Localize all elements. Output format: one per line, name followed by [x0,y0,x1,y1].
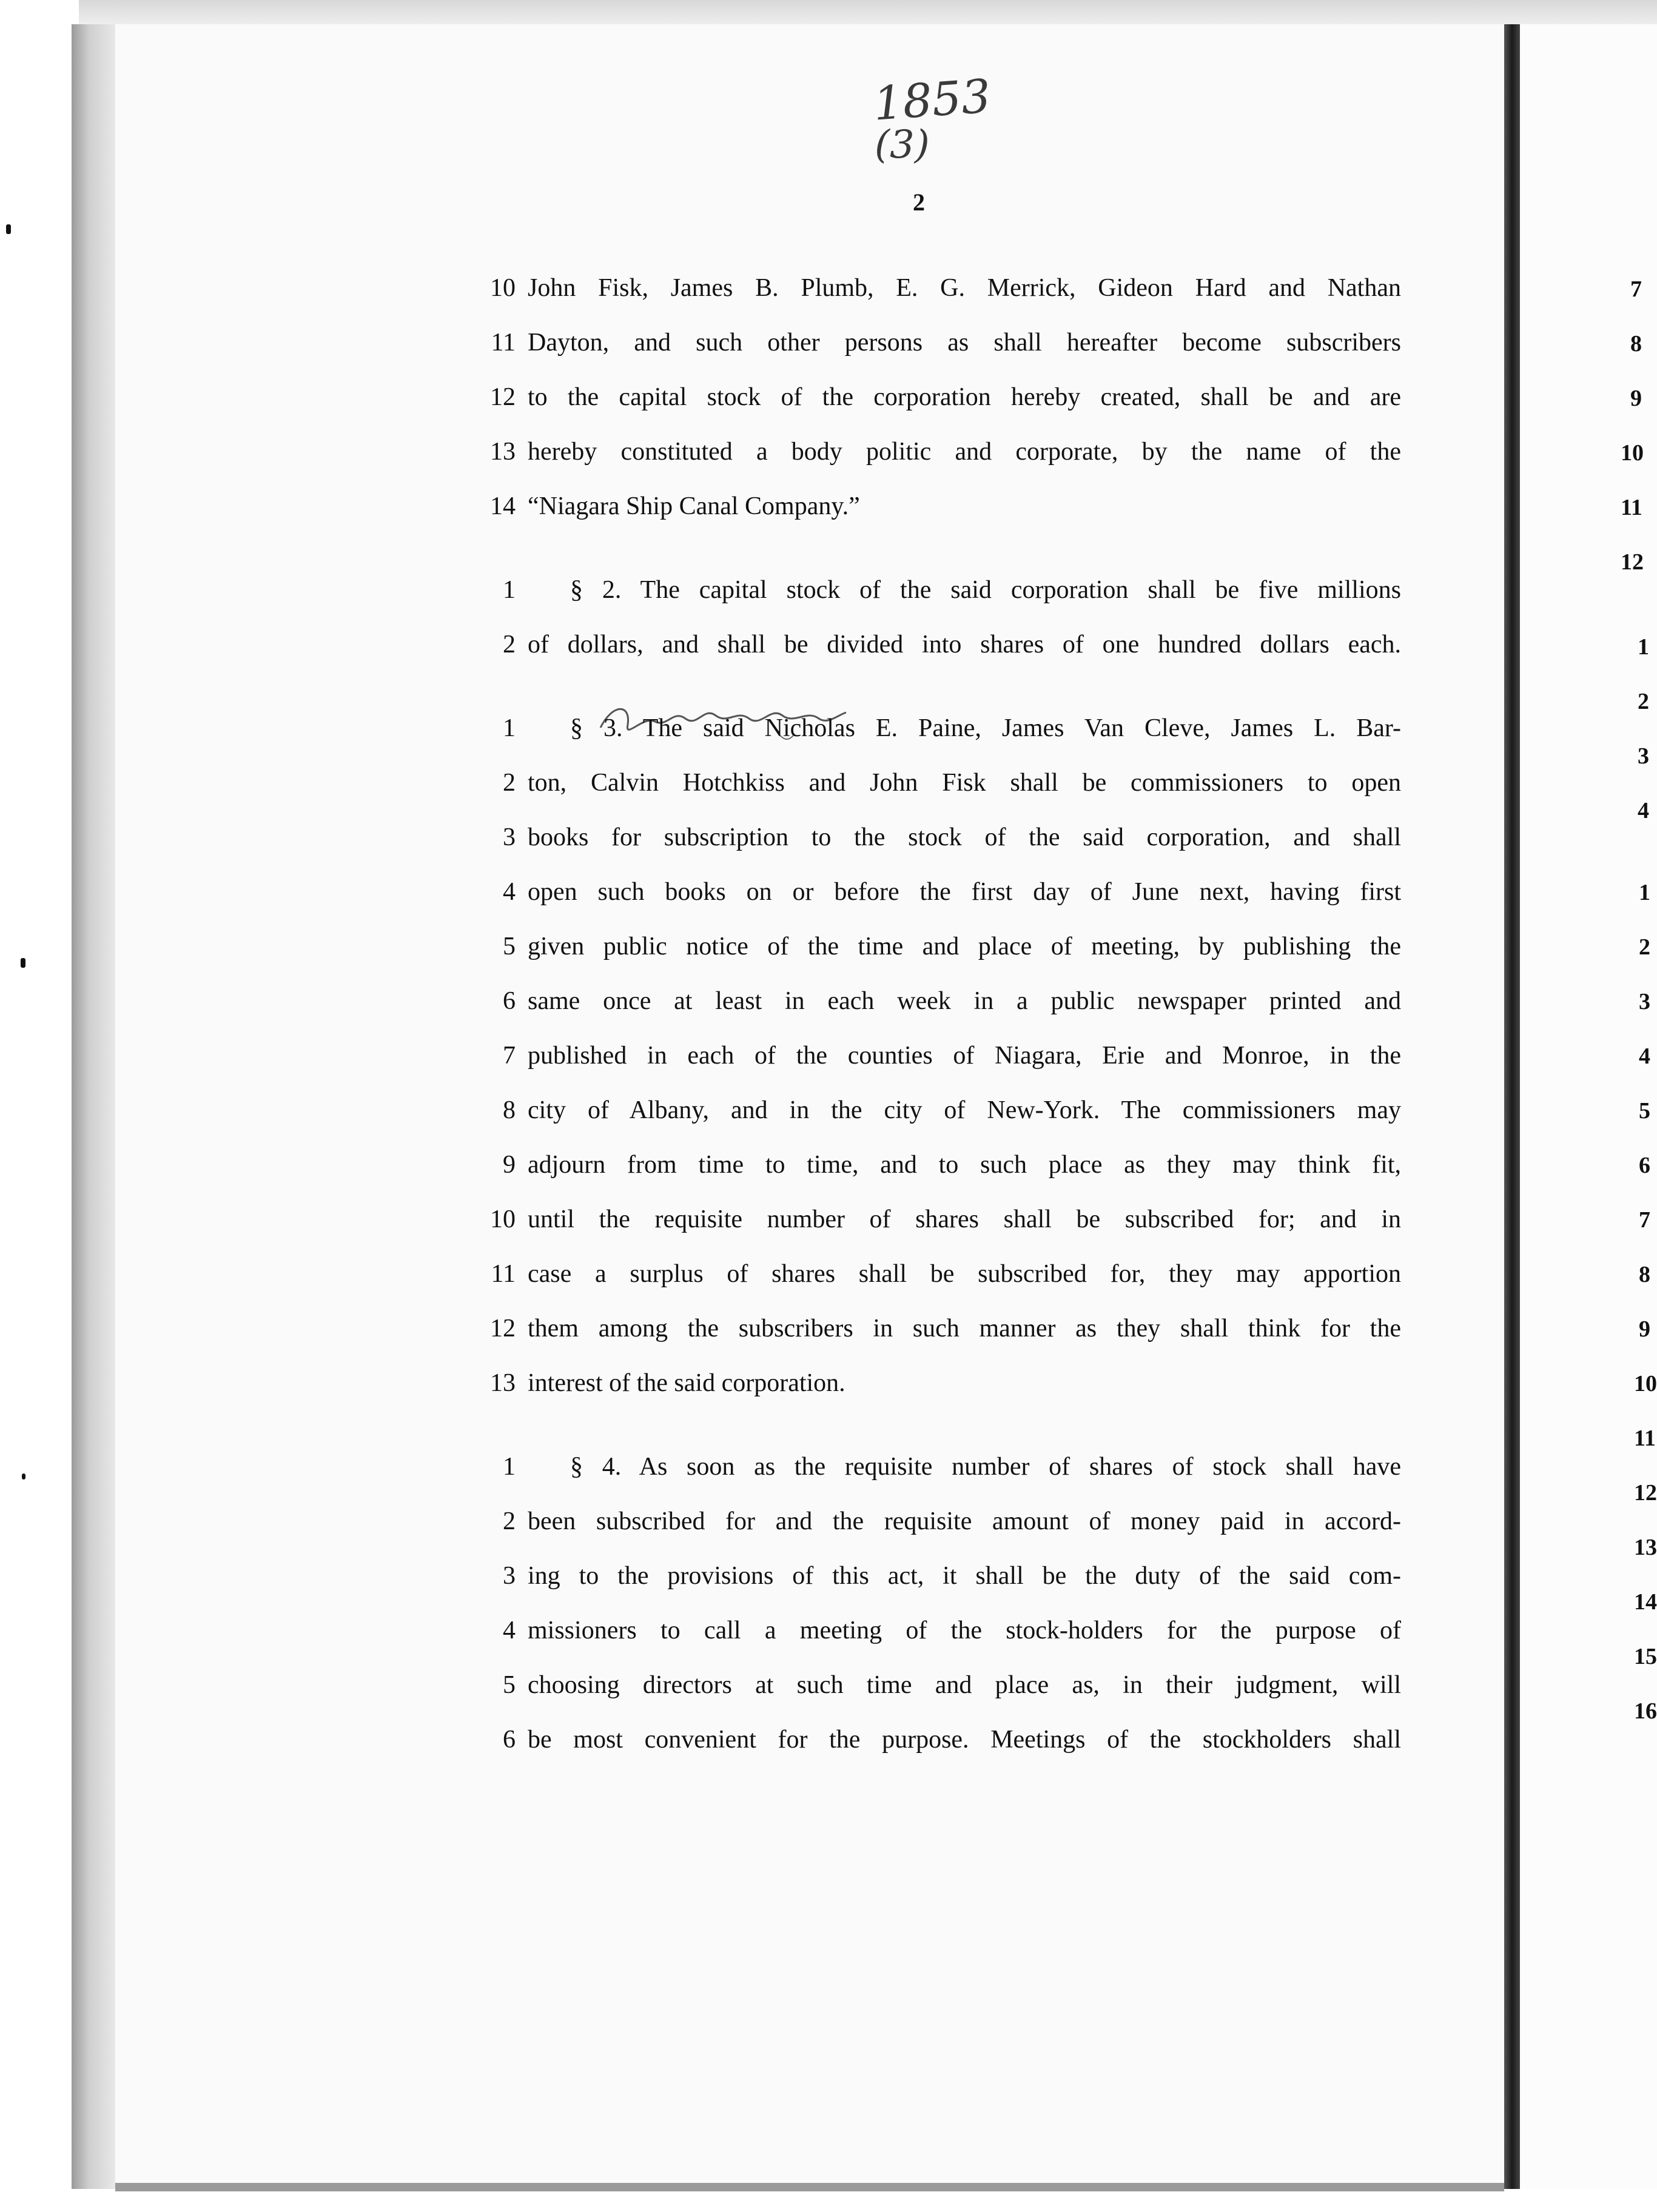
margin-line-number: 16 [1634,1698,1657,1724]
binding-gutter [1504,24,1520,2189]
margin-line-number: 1 [1638,634,1649,660]
text-line: 5 choosing directors at such time and place as, in their judgment, will [503,1671,1401,1699]
page-number: 2 [913,189,925,216]
margin-line-number: 8 [1630,331,1642,357]
text-line: 12 them among the subscribers in such manner as they shall think for the [490,1315,1401,1342]
margin-line-number: 9 [1630,386,1642,411]
handwritten-number: (3) [875,122,930,167]
margin-line-number: 12 [1621,549,1644,575]
text-line: 10 until the requisite number of shares shall be subscribed for; and in [490,1205,1401,1233]
margin-line-number: 7 [1630,276,1642,302]
margin-line-number: 7 [1639,1207,1650,1233]
page-left-shadow [72,24,115,2189]
margin-line-number: 12 [1634,1480,1657,1506]
text-line: 3 books for subscription to the stock of the said corporation, and shall [503,823,1401,851]
margin-line-number: 9 [1639,1316,1650,1342]
margin-line-number: 5 [1639,1098,1650,1124]
margin-line-number: 2 [1639,934,1650,960]
text-line: 2 ton, Calvin Hotchkiss and John Fisk shall be commissioners to open [503,769,1401,797]
text-line: 10 John Fisk, James B. Plumb, E. G. Merrick, Gideon Hard and Nathan [490,274,1401,302]
text-line: 6 same once at least in each week in a public newspaper printed and [503,987,1401,1015]
margin-line-number: 4 [1638,798,1649,823]
text-line: 11 case a surplus of shares shall be subscribed for, they may apportion [491,1260,1401,1288]
margin-line-number: 10 [1634,1371,1657,1396]
text-line: 1 § 2. The capital stock of the said corporation shall be five millions [503,576,1401,604]
text-line: 5 given public notice of the time and place of meeting, by publishing the [503,933,1401,960]
text-line: 1 § 4. As soon as the requisite number of shares of stock shall have [503,1453,1401,1481]
text-line: 4 open such books on or before the first day of June next, having first [503,878,1401,906]
scan-speck [22,1473,25,1480]
scan-speck [21,958,25,968]
margin-line-number: 1 [1639,880,1650,905]
page-bottom-edge [115,2183,1504,2191]
handwritten-year: 1853 [872,69,993,131]
text-line: 8 city of Albany, and in the city of New-York. The commissioners may [503,1096,1401,1124]
scan-left-margin [0,0,79,2212]
margin-line-number: 4 [1639,1044,1650,1069]
text-line: 3 ing to the provisions of this act, it shall be the duty of the said com- [503,1562,1401,1590]
text-line: 1 § 3. The said Nicholas E. Paine, James Van Cleve, James L. Bar- [503,714,1401,742]
text-line: 4 missioners to call a meeting of the stock-holders for the purpose of [503,1617,1401,1644]
text-line: 11 Dayton, and such other persons as shall hereafter become subscribers [491,329,1401,357]
text-line: 13 interest of the said corporation. [490,1369,845,1397]
text-line: 6 be most convenient for the purpose. Meetings of the stockholders shall [503,1726,1401,1754]
margin-line-number: 8 [1639,1262,1650,1287]
text-line: 13 hereby constituted a body politic and corporate, by the name of the [490,438,1401,466]
text-line: 2 of dollars, and shall be divided into shares of one hundred dollars each. [503,631,1401,659]
scan-speck [6,224,11,234]
text-line: 12 to the capital stock of the corporation hereby created, shall be and are [490,383,1401,411]
margin-line-number: 6 [1639,1153,1650,1178]
text-line: 14 “Niagara Ship Canal Company.” [490,492,860,520]
margin-line-number: 2 [1638,689,1649,714]
margin-line-number: 15 [1634,1644,1657,1669]
margin-line-number: 3 [1639,989,1650,1014]
margin-line-number: 11 [1634,1426,1656,1451]
text-line: 2 been subscribed for and the requisite amount of money paid in accord- [503,1507,1401,1535]
text-line: 9 adjourn from time to time, and to such place as they may think fit, [503,1151,1401,1179]
text-line: 7 published in each of the counties of Niagara, Erie and Monroe, in the [503,1042,1401,1070]
margin-line-number: 14 [1634,1589,1657,1615]
margin-line-number: 11 [1621,495,1642,520]
margin-line-number: 10 [1621,440,1644,466]
margin-line-number: 3 [1638,743,1649,769]
margin-line-number: 13 [1634,1535,1657,1560]
